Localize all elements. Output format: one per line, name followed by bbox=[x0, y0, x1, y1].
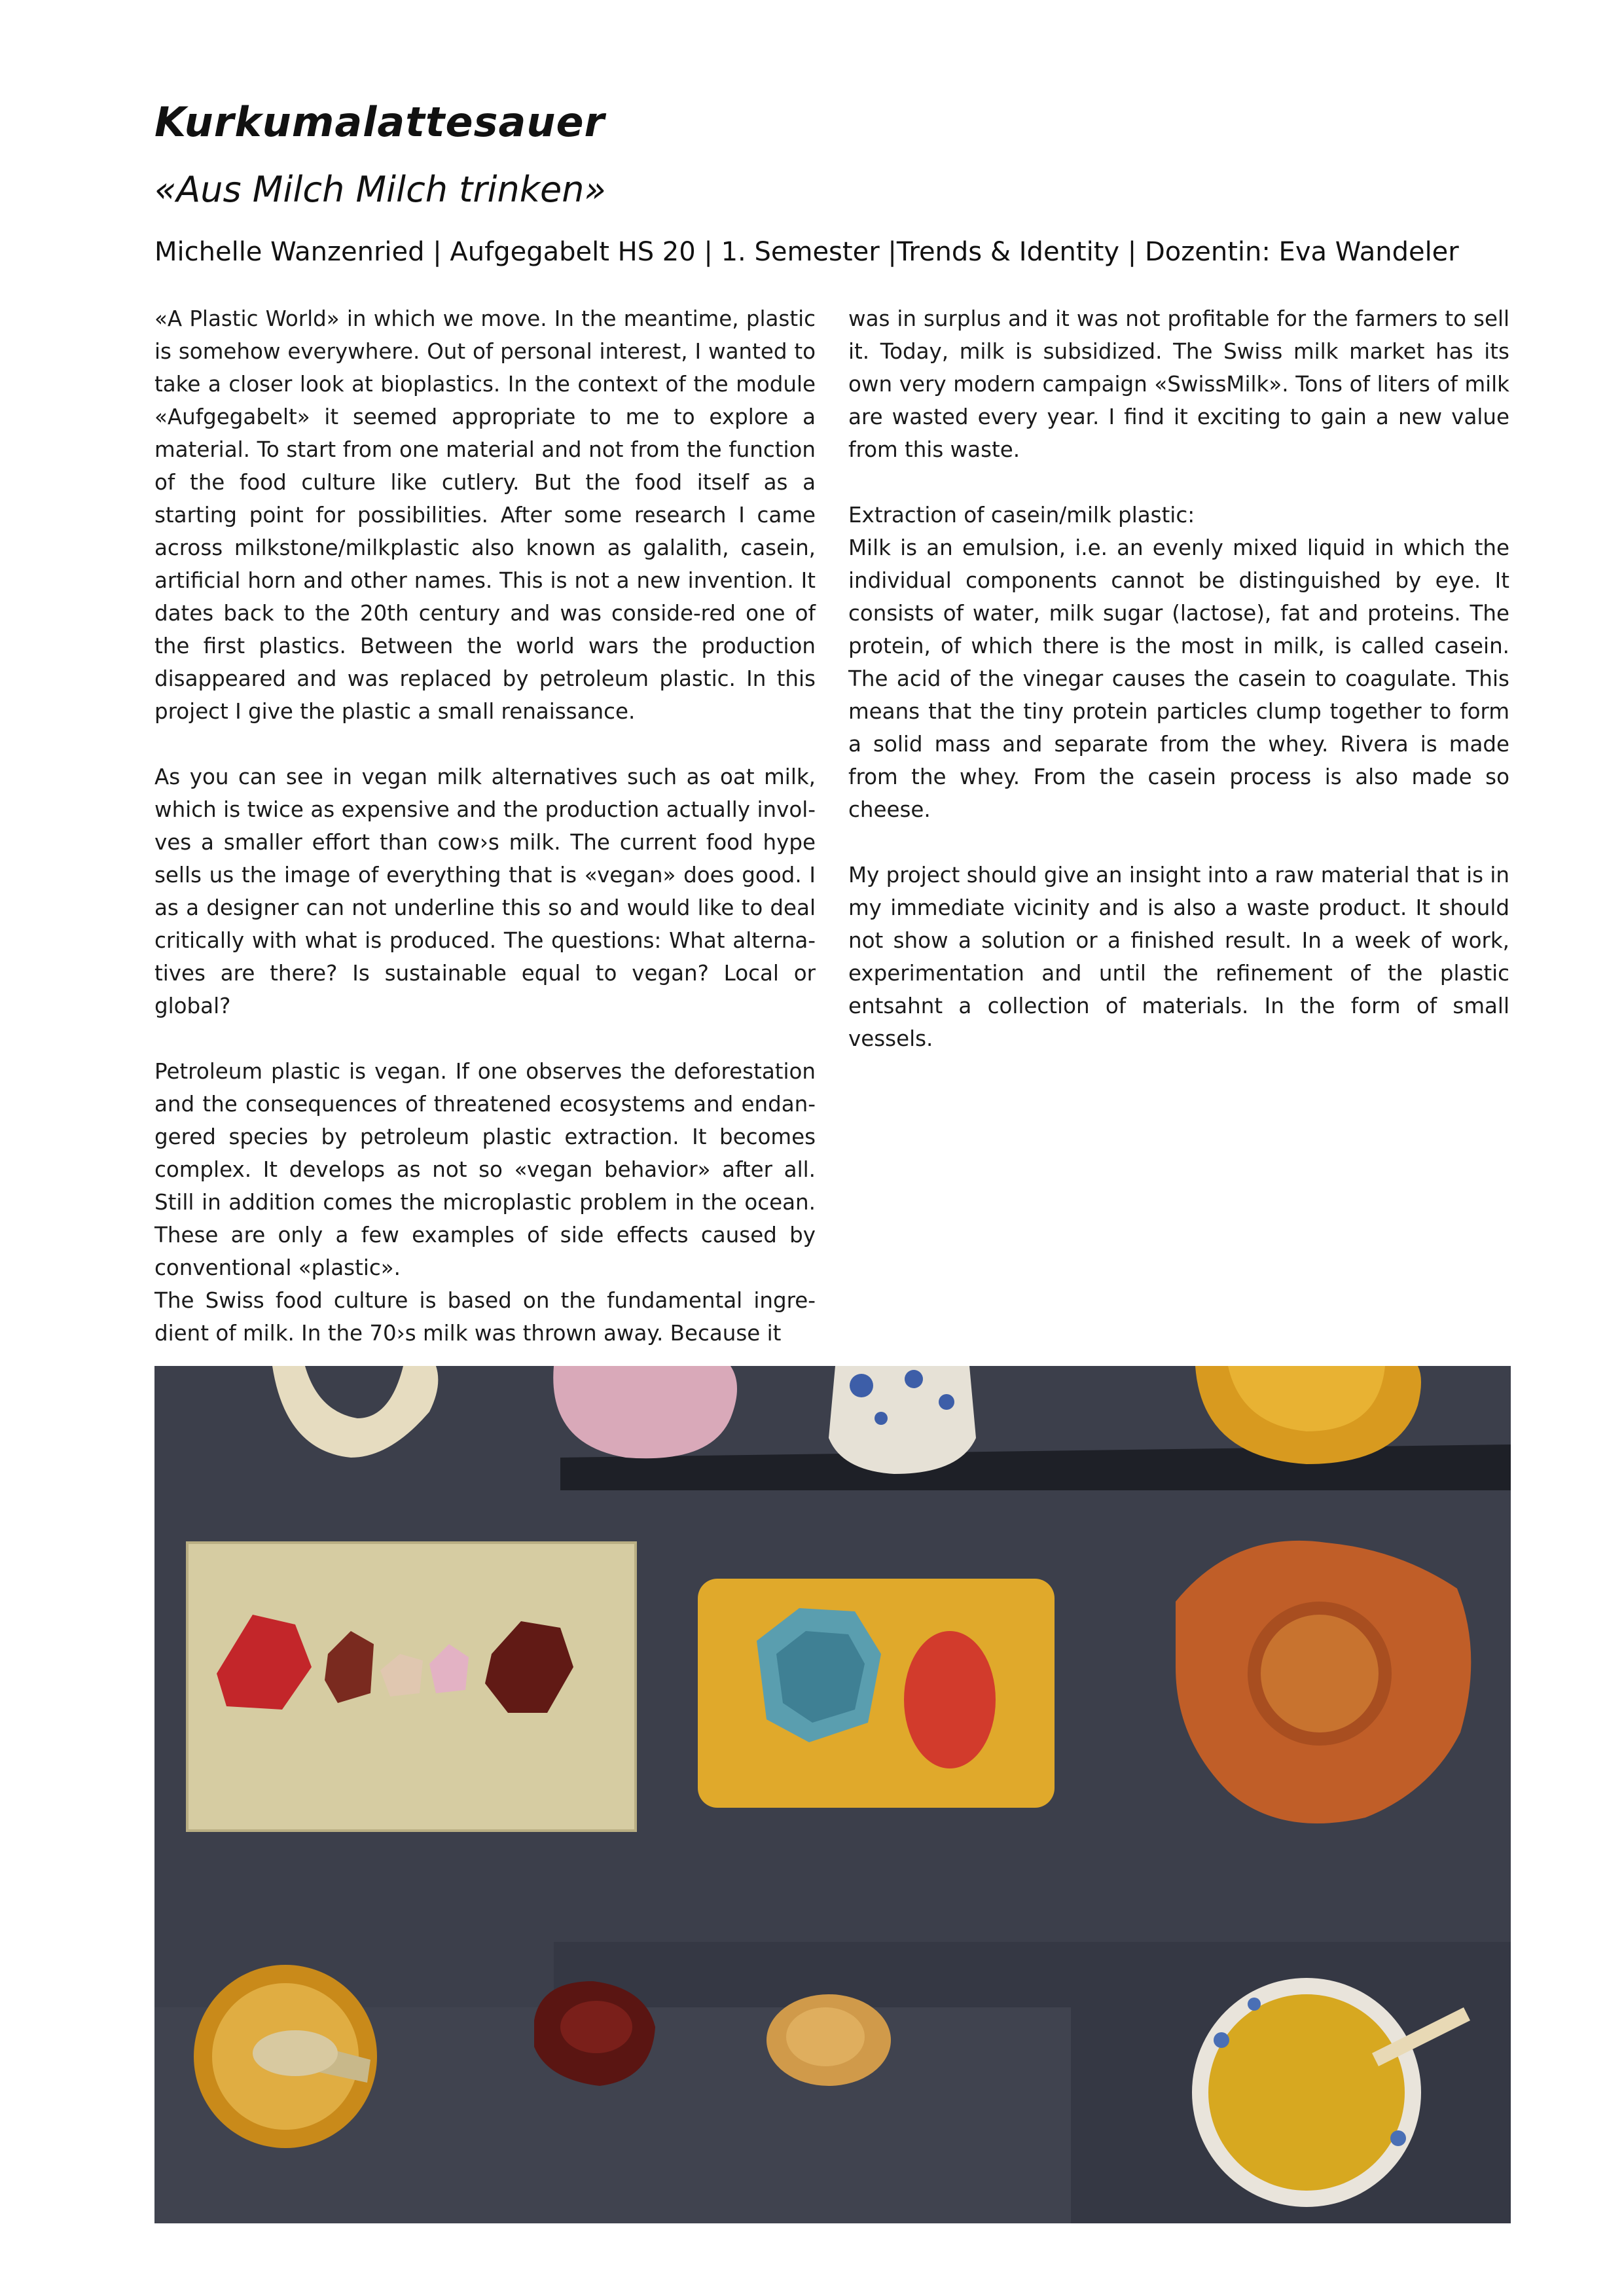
page-title: Kurkumalattesauer bbox=[154, 98, 605, 146]
paragraph: Milk is an emulsion, i.e. an evenly mixed liquid in which the individual components cannot be distinguished by eye. It consists of water, milk sugar (lactose), fat and proteins. The protein, of which there is the most in milk, is called casein. The acid of the vinegar causes the casein to coagulate. This means that the tiny protein particles clump together to form a solid mass and separate from the whey. Rivera is made from the whey. From the casein process is also made so cheese. bbox=[848, 535, 1509, 822]
paragraph: My project should give an insight into a raw material that is in my immediate vicinity and is also a waste product. It should not show a solution or a finished result. In a week of work, experimentation and until the refinement of the plastic entsahnt a collection of materials. In the form of small vessels. bbox=[848, 863, 1509, 1051]
paragraph: Petroleum plastic is vegan. If one observes the deforestation and the consequences of threatened ecosystems and endan-gered species by petroleum plastic extraction. It becomes complex. It develops as not so «vegan behavior» after all. Still in addition comes the microplastic problem in the ocean. These are only a few examples of side effects caused by conventional «plastic». bbox=[154, 1059, 816, 1280]
spice-powder bbox=[767, 1994, 891, 2086]
page-subtitle: «Aus Milch Milch trinken» bbox=[154, 169, 606, 210]
paragraph: The Swiss food culture is based on the fundamental ingre-dient of milk. In the 70›s milk was thrown away. Because it bbox=[154, 1288, 816, 1346]
right-text-column bbox=[848, 302, 1509, 1055]
turmeric-cup-with-spoon bbox=[194, 1965, 377, 2148]
red-disc bbox=[904, 1631, 996, 1768]
material-collection-photo bbox=[154, 1366, 1511, 2223]
blue-white-cup bbox=[829, 1366, 976, 1474]
brass-tray bbox=[187, 1543, 636, 1831]
section-heading: Extraction of casein/milk plastic: bbox=[848, 503, 1195, 528]
paragraph: As you can see in vegan milk alternatives such as oat milk, which is twice as expensive and the production actually invol-ves a smaller effort than cow›s milk. The current food hype sells us the image of everything that is «vegan» does good. I as a designer can not underline this so and would like to deal critically with what is produced. The questions: What alterna-tives are there? Is sustainable equal to vegan? Local or global? bbox=[154, 764, 816, 1018]
paragraph: was in surplus and it was not profitable for the farmers to sell it. Today, milk is subsidized. The Swiss milk market has its own very modern campaign «SwissMilk». Tons of liters of milk are wasted every year. I find it exciting to gain a new value from this waste. bbox=[848, 306, 1509, 462]
left-text-column bbox=[154, 302, 816, 1350]
author-course-line: Michelle Wanzenried | Aufgegabelt HS 20 | 1. Semester |Trends & Identity | Dozentin: Eva Wandeler bbox=[154, 237, 1459, 267]
paragraph: «A Plastic World» in which we move. In the meantime, plastic is somehow everywhere. Out of personal interest, I wanted to take a closer look at bioplastics. In the context of the module «Aufgegabelt» it seemed appropriate to me to explore a material. To start from one material and not from the function of the food culture like cutlery. But the food itself as a starting point for possibilities. After some research I came across milkstone/milkplastic also known as galalith, casein, artificial horn and other names. This is not a new invention. It dates back to the 20th century and was conside-red one of the first plastics. Between the world wars the production disappeared and was replaced by petroleum plastic. In this project I give the plastic a small renaissance. bbox=[154, 306, 816, 724]
yellow-tray bbox=[698, 1579, 1055, 1808]
